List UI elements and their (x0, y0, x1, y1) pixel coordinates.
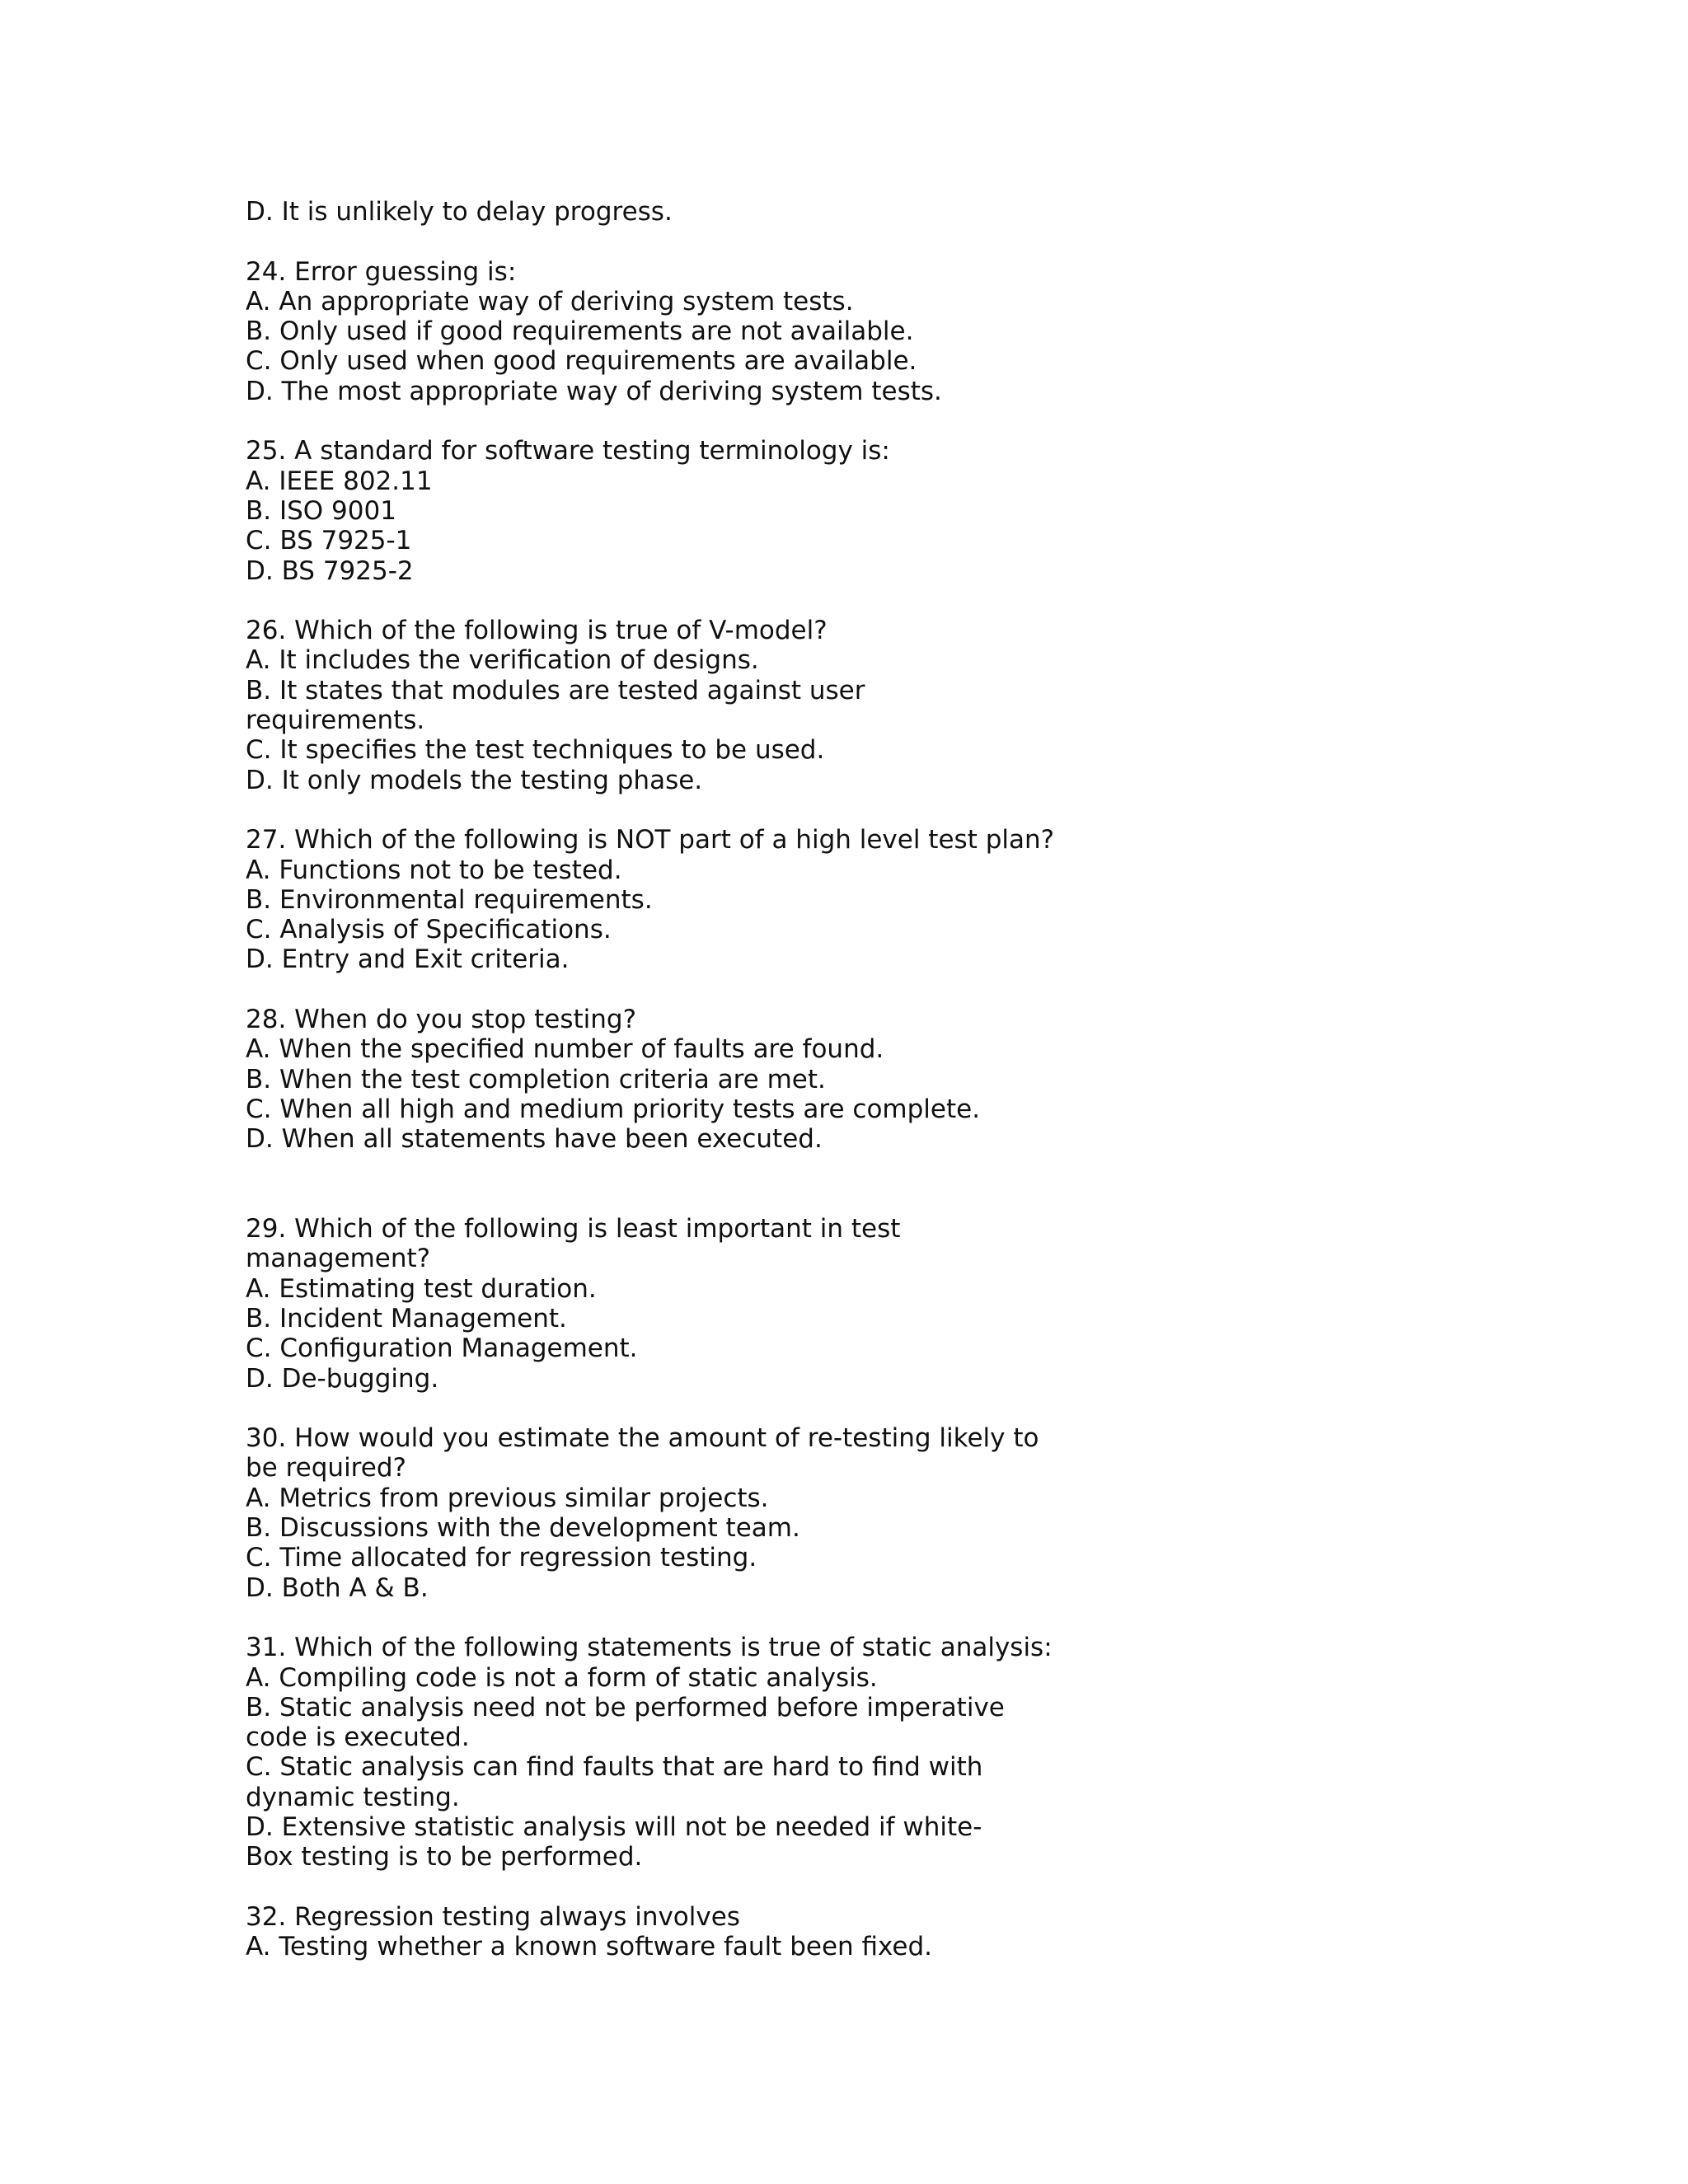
answer-option: C. Analysis of Specifications. (246, 915, 612, 945)
document-body (246, 197, 1441, 1962)
question-25: 25. A standard for software testing terminology is: (246, 436, 890, 466)
answer-option: C. Configuration Management. (246, 1333, 638, 1364)
answer-option: A. It includes the verification of designs. (246, 645, 759, 676)
answer-option: D. BS 7925-2 (246, 555, 414, 586)
answer-option: A. Metrics from previous similar projects. (246, 1483, 769, 1513)
answer-option: D. Extensive statistic analysis will not be needed if white- (246, 1812, 982, 1843)
answer-option: A. Compiling code is not a form of static analysis. (246, 1662, 878, 1693)
answer-option: A. IEEE 802.11 (246, 466, 433, 496)
answer-option: C. Only used when good requirements are available. (246, 346, 917, 377)
answer-option: A. Functions not to be tested. (246, 855, 622, 885)
question-continuation: be required? (246, 1453, 406, 1483)
question-28: 28. When do you stop testing? (246, 1005, 637, 1035)
answer-option: B. Only used if good requirements are not available. (246, 316, 914, 347)
answer-option: A. An appropriate way of deriving system tests. (246, 286, 854, 316)
question-31: 31. Which of the following statements is true of static analysis: (246, 1633, 1053, 1663)
answer-option: B. Discussions with the development team. (246, 1513, 800, 1544)
question-29: 29. Which of the following is least important in test (246, 1214, 901, 1244)
answer-option: D. It only models the testing phase. (246, 765, 703, 795)
answer-option: D. It is unlikely to delay progress. (246, 197, 673, 227)
answer-option-continuation: dynamic testing. (246, 1782, 460, 1812)
answer-option: C. BS 7925-1 (246, 526, 412, 556)
answer-option: C. Time allocated for regression testing. (246, 1543, 757, 1573)
answer-option: C. Static analysis can find faults that are hard to find with (246, 1752, 983, 1783)
question-24: 24. Error guessing is: (246, 256, 517, 287)
answer-option: D. The most appropriate way of deriving system tests. (246, 376, 942, 406)
answer-option: B. Incident Management. (246, 1303, 567, 1333)
answer-option-continuation: Box testing is to be performed. (246, 1842, 643, 1872)
answer-option: C. When all high and medium priority tests are complete. (246, 1094, 981, 1124)
answer-option: B. When the test completion criteria are met. (246, 1064, 826, 1094)
answer-option: C. It specifies the test techniques to be used. (246, 735, 825, 766)
question-32: 32. Regression testing always involves (246, 1901, 740, 1932)
question-27: 27. Which of the following is NOT part of a high level test plan? (246, 825, 1055, 855)
answer-option: D. When all statements have been executed. (246, 1124, 823, 1155)
answer-option: D. Entry and Exit criteria. (246, 944, 570, 975)
answer-option-continuation: code is executed. (246, 1722, 470, 1753)
answer-option: B. ISO 9001 (246, 495, 396, 526)
answer-option: B. Environmental requirements. (246, 884, 653, 915)
answer-option: D. Both A & B. (246, 1572, 429, 1603)
answer-option: D. De-bugging. (246, 1363, 439, 1394)
question-30: 30. How would you estimate the amount of re-testing likely to (246, 1423, 1039, 1454)
answer-option: A. Estimating test duration. (246, 1273, 597, 1304)
answer-option-continuation: requirements. (246, 705, 425, 736)
answer-option: A. When the specified number of faults are found. (246, 1034, 884, 1065)
answer-option: A. Testing whether a known software fault been fixed. (246, 1932, 933, 1962)
question-26: 26. Which of the following is true of V-model? (246, 616, 828, 646)
answer-option: B. Static analysis need not be performed before imperative (246, 1692, 1005, 1722)
answer-option: B. It states that modules are tested against user (246, 675, 865, 705)
question-continuation: management? (246, 1244, 431, 1274)
